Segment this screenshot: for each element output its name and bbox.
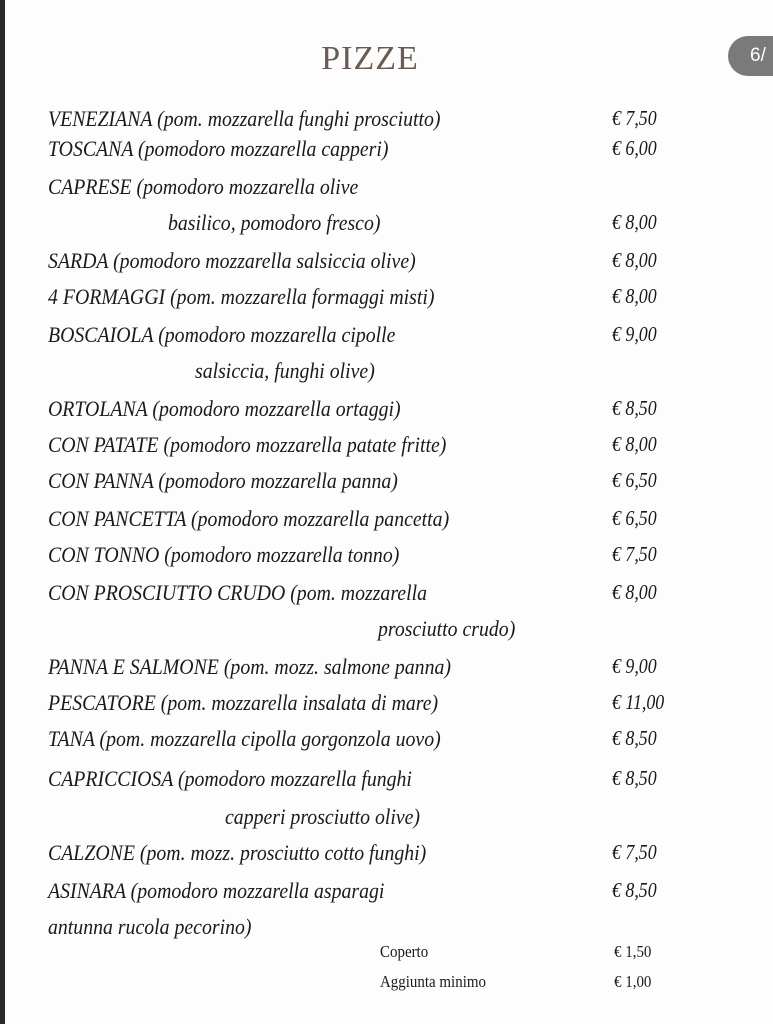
pizza-ingredients: (pom. mozz. prosciutto cotto funghi) — [139, 840, 427, 865]
pizza-name: CON PANNA — [48, 468, 154, 493]
menu-title: PIZZE — [321, 40, 419, 77]
menu-item-line — [48, 322, 395, 348]
pizza-ingredients: (pom. mozzarella cipolla gorgonzola uovo) — [99, 726, 441, 751]
menu-item-line — [48, 248, 416, 274]
pizza-price: € 8,50 — [612, 766, 657, 790]
extra-charge-price: € 1,50 — [614, 942, 652, 961]
pizza-name: CON PATATE — [48, 432, 159, 457]
pizza-ingredients: (pomodoro mozzarella tonno) — [164, 542, 400, 567]
pizza-price: € 7,50 — [612, 542, 657, 566]
menu-item-line — [48, 878, 384, 904]
pizza-name: PESCATORE — [48, 690, 156, 715]
menu-item-line — [48, 580, 427, 606]
pizza-price: € 7,50 — [612, 106, 657, 130]
menu-item-line — [48, 284, 434, 310]
pizza-name: CAPRESE — [48, 174, 132, 199]
pizza-name: CON PROSCIUTTO CRUDO — [48, 580, 286, 605]
pizza-name: CAPRICCIOSA — [48, 766, 174, 791]
pizza-ingredients: (pom. mozzarella formaggi misti) — [170, 284, 435, 309]
menu-item-line — [48, 468, 398, 494]
pizza-price: € 8,00 — [612, 432, 657, 456]
pizza-ingredients: (pom. mozzarella funghi prosciutto) — [157, 106, 441, 131]
pizza-price: € 8,00 — [612, 284, 657, 308]
menu-item-line — [48, 840, 426, 866]
pizza-ingredients-continued: prosciutto crudo) — [378, 616, 516, 641]
pizza-name: CALZONE — [48, 840, 135, 865]
pizza-name: ASINARA — [48, 878, 126, 903]
pizza-price: € 8,00 — [612, 210, 657, 234]
pizza-name: PANNA E SALMONE — [48, 654, 219, 679]
extra-charge-label: Coperto — [380, 942, 429, 961]
extra-charge-price: € 1,00 — [614, 972, 652, 991]
pizza-price: € 11,00 — [612, 690, 665, 714]
pizza-ingredients: (pomodoro mozzarella cipolle — [158, 322, 396, 347]
pizza-ingredients: (pomodoro mozzarella panna) — [158, 468, 398, 493]
pizza-ingredients: (pom. mozz. salmone panna) — [223, 654, 451, 679]
pizza-name: CON PANCETTA — [48, 506, 187, 531]
pizza-name: TANA — [48, 726, 95, 751]
pizza-price: € 9,00 — [612, 654, 657, 678]
pizza-price: € 7,50 — [612, 840, 657, 864]
pizza-price: € 8,50 — [612, 878, 657, 902]
pizza-name: CON TONNO — [48, 542, 160, 567]
menu-item-line — [48, 726, 441, 752]
menu-item-line — [48, 654, 451, 680]
pizza-price: € 8,50 — [612, 726, 657, 750]
pizza-ingredients: (pomodoro mozzarella salsiccia olive) — [113, 248, 416, 273]
extra-charge-label: Aggiunta minimo — [380, 972, 486, 991]
menu-item-line — [48, 766, 412, 792]
page-counter-badge: 6/ — [728, 36, 773, 76]
pizza-price: € 8,50 — [612, 396, 657, 420]
pizza-name: VENEZIANA — [48, 106, 153, 131]
pizza-name: 4 FORMAGGI — [48, 284, 166, 309]
menu-item-line — [48, 106, 441, 132]
menu-item-line — [48, 506, 449, 532]
pizza-ingredients: (pomodoro mozzarella asparagi — [130, 878, 385, 903]
pizza-ingredients: (pom. mozzarella — [290, 580, 427, 605]
pizza-price: € 8,00 — [612, 248, 657, 272]
pizza-ingredients: (pomodoro mozzarella patate fritte) — [163, 432, 447, 457]
pizza-ingredients-continued: antunna rucola pecorino) — [48, 914, 252, 939]
pizza-ingredients: (pomodoro mozzarella pancetta) — [191, 506, 450, 531]
pizza-ingredients: (pomodoro mozzarella funghi — [177, 766, 412, 791]
menu-item-line — [48, 174, 358, 200]
menu-item-line — [48, 690, 438, 716]
pizza-ingredients: (pom. mozzarella insalata di mare) — [160, 690, 439, 715]
pizza-ingredients: (pomodoro mozzarella olive — [136, 174, 359, 199]
pizza-ingredients: (pomodoro mozzarella capperi) — [138, 136, 389, 161]
menu-item-line — [48, 542, 399, 568]
pizza-name: ORTOLANA — [48, 396, 148, 421]
pizza-price: € 6,50 — [612, 468, 657, 492]
pizza-name: SARDA — [48, 248, 109, 273]
menu-item-line — [48, 432, 446, 458]
pizza-price: € 6,50 — [612, 506, 657, 530]
pizza-ingredients: (pomodoro mozzarella ortaggi) — [152, 396, 401, 421]
pizza-name: BOSCAIOLA — [48, 322, 154, 347]
menu-item-line — [48, 136, 388, 162]
pizza-ingredients-continued: basilico, pomodoro fresco) — [168, 210, 381, 235]
pizza-price: € 6,00 — [612, 136, 657, 160]
pizza-price: € 9,00 — [612, 322, 657, 346]
pizza-ingredients-continued: capperi prosciutto olive) — [225, 804, 421, 829]
pizza-name: TOSCANA — [48, 136, 134, 161]
photo-edge — [0, 0, 5, 1024]
menu-item-line — [48, 396, 401, 422]
pizza-ingredients-continued: salsiccia, funghi olive) — [195, 358, 375, 383]
pizza-price: € 8,00 — [612, 580, 657, 604]
